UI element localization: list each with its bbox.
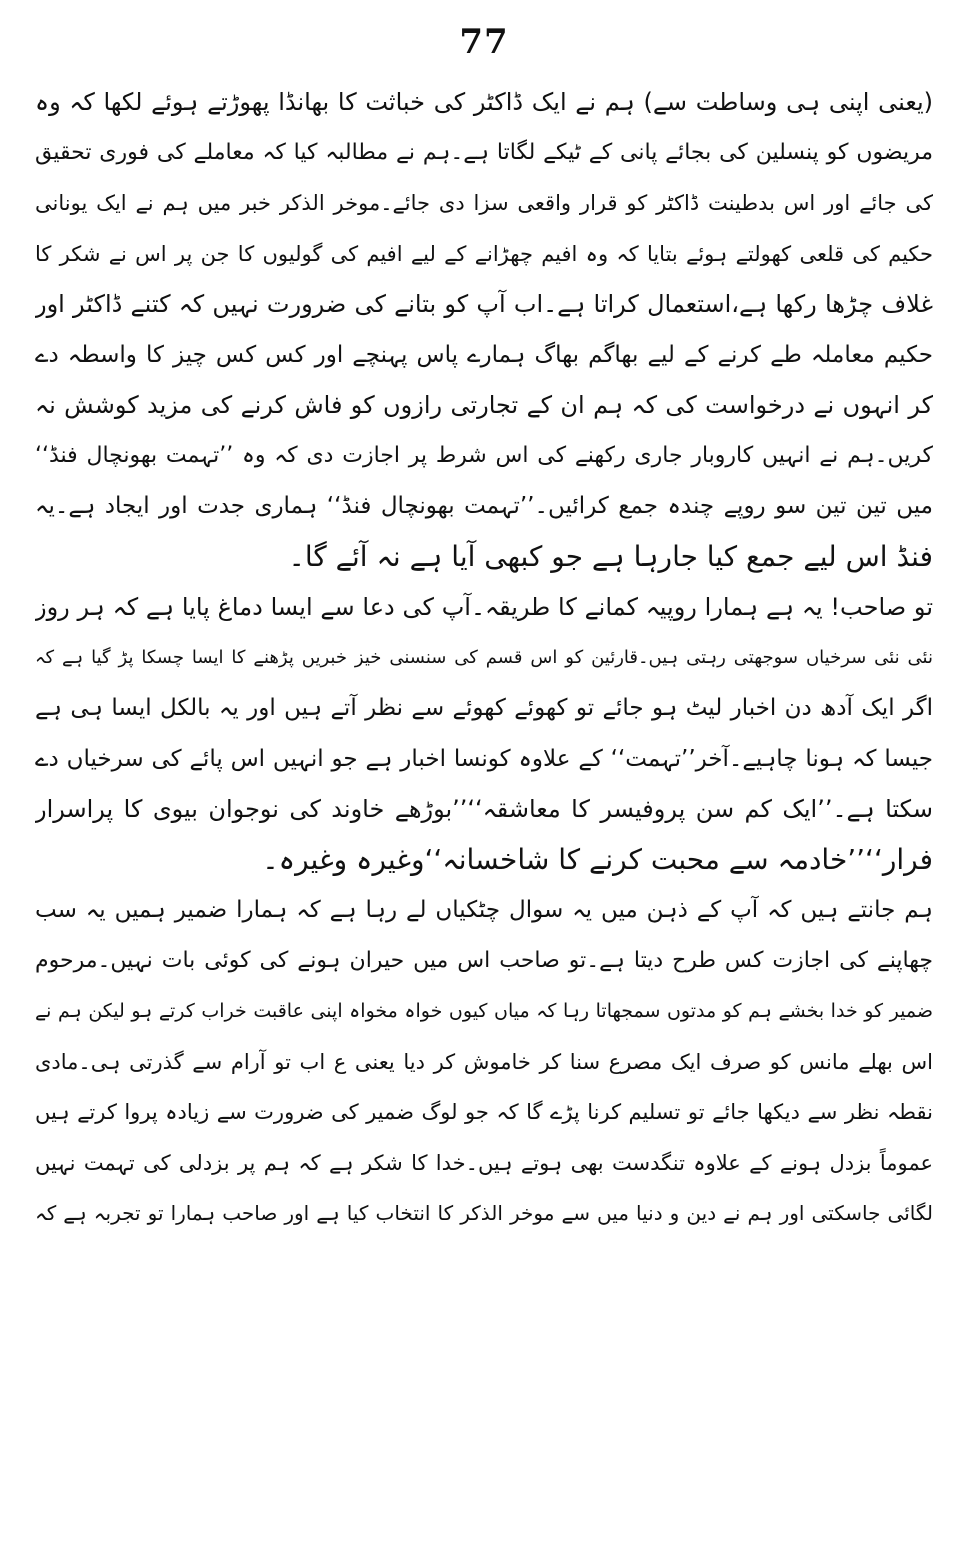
text-line: حکیم معاملہ طے کرنے کے لیے بھاگم بھاگ ہمارے پاس پہنچے اور کس کس چیز کا واسطہ دے: [35, 341, 933, 368]
text-line: کریں۔ہم نے انہیں کاروبار جاری رکھنے کی اس شرط پر اجازت دی کہ وہ ’’تہمت بھونچال فنڈ‘‘: [35, 442, 933, 468]
text-line: اگر ایک آدھ دن اخبار لیٹ ہو جائے تو کھوئے کھوئے سے نظر آتے ہیں اور یہ بالکل ایسا ہی ہے: [35, 695, 933, 721]
page-number: 77: [459, 22, 509, 62]
text-line: کر انہوں نے درخواست کی کہ ہم ان کے تجارتی رازوں کو فاش کرنے کی مزید کوشش نہ: [35, 391, 933, 419]
text-line: اس بھلے مانس کو صرف ایک مصرع سنا کر خاموش کر دیا یعنی ع اب تو آرام سے گذرتی ہی۔مادی: [35, 1049, 933, 1074]
text-line: نئی نئی سرخیاں سوجھتی رہتی ہیں۔قارئین کو اس قسم کی سنسنی خیز خبریں پڑھنے کا ایسا چسکا پڑ گیا ہے کہ: [35, 646, 933, 668]
text-line: میں تین تین سو روپے چندہ جمع کرائیں۔’’تہمت بھونچال فنڈ‘‘ ہماری جدت اور ایجاد ہے۔یہ: [35, 493, 933, 519]
text-line: لگائی جاسکتی اور ہم نے دین و دنیا میں سے موخر الذکر کا انتخاب کیا ہے اور صاحب ہمارا تو تجربہ ہے کہ: [35, 1201, 933, 1225]
text-line: فرار‘‘’’خادمہ سے محبت کرنے کا شاخسانہ‘‘وغیرہ وغیرہ۔: [262, 842, 933, 876]
text-line: کی جائے اور اس بدطینت ڈاکٹر کو قرار واقعی سزا دی جائے۔موخر الذکر خبر میں ہم نے ایک یونانی: [35, 191, 933, 215]
text-line: ضمیر کو خدا بخشے ہم کو مدتوں سمجھاتا رہا کہ میاں کیوں خواہ مخواہ اپنی عاقبت خراب کرتے ہو لیکن ہم نے: [35, 1000, 933, 1022]
text-line: جیسا کہ ہونا چاہیے۔آخر’’تہمت‘‘ کے علاوہ کونسا اخبار ہے جو انہیں اس پائے کی سرخیاں دے: [35, 745, 933, 772]
text-line: فنڈ اس لیے جمع کیا جارہا ہے جو کبھی آیا ہے نہ آئے گا۔: [288, 539, 933, 573]
text-line: تو صاحب! یہ ہے ہمارا روپیہ کمانے کا طریقہ۔آپ کی دعا سے ایسا دماغ پایا ہے کہ ہر روز: [35, 593, 933, 621]
text-line: (یعنی اپنی ہی وساطت سے) ہم نے ایک ڈاکٹر کی خباثت کا بھانڈا پھوڑتے ہوئے لکھا کہ وہ: [35, 88, 933, 116]
text-line: ہم جانتے ہیں کہ آپ کے ذہن میں یہ سوال چٹکیاں لے رہا ہے کہ ہمارا ضمیر ہمیں یہ سب: [35, 897, 933, 923]
text-line: چھاپنے کی اجازت کس طرح دیتا ہے۔تو صاحب اس میں حیران ہونے کی کوئی بات نہیں۔مرحوم: [35, 947, 933, 973]
text-line: حکیم کی قلعی کھولتے ہوئے بتایا کہ وہ افیم چھڑانے کے لیے افیم کی گولیوں کا جن پر اس نے شکر کا: [35, 241, 933, 266]
text-line: مریضوں کو پنسلین کی بجائے پانی کے ٹیکے لگاتا ہے۔ہم نے مطالبہ کیا کہ معاملے کی فوری تحقیق: [35, 139, 933, 165]
text-line: عموماً بزدل ہونے کے علاوہ تنگدست بھی ہوتے ہیں۔خدا کا شکر ہے کہ ہم پر بزدلی کی تہمت نہیں: [35, 1150, 933, 1175]
text-line: غلاف چڑھا رکھا ہے،استعمال کراتا ہے۔اب آپ کو بتانے کی ضرورت نہیں کہ کتنے ڈاکٹر اور: [35, 290, 933, 318]
body-text: [35, 77, 933, 1239]
text-line: نقطہ نظر سے دیکھا جائے تو تسلیم کرنا پڑے گا کہ جو لوگ ضمیر کی ضرورت سے زیادہ پروا کرتے ہیں: [35, 1100, 933, 1124]
text-line: سکتا ہے۔’’ایک کم سن پروفیسر کا معاشقہ‘‘’’بوڑھے خاوند کی نوجوان بیوی کا پراسرار: [35, 795, 933, 823]
